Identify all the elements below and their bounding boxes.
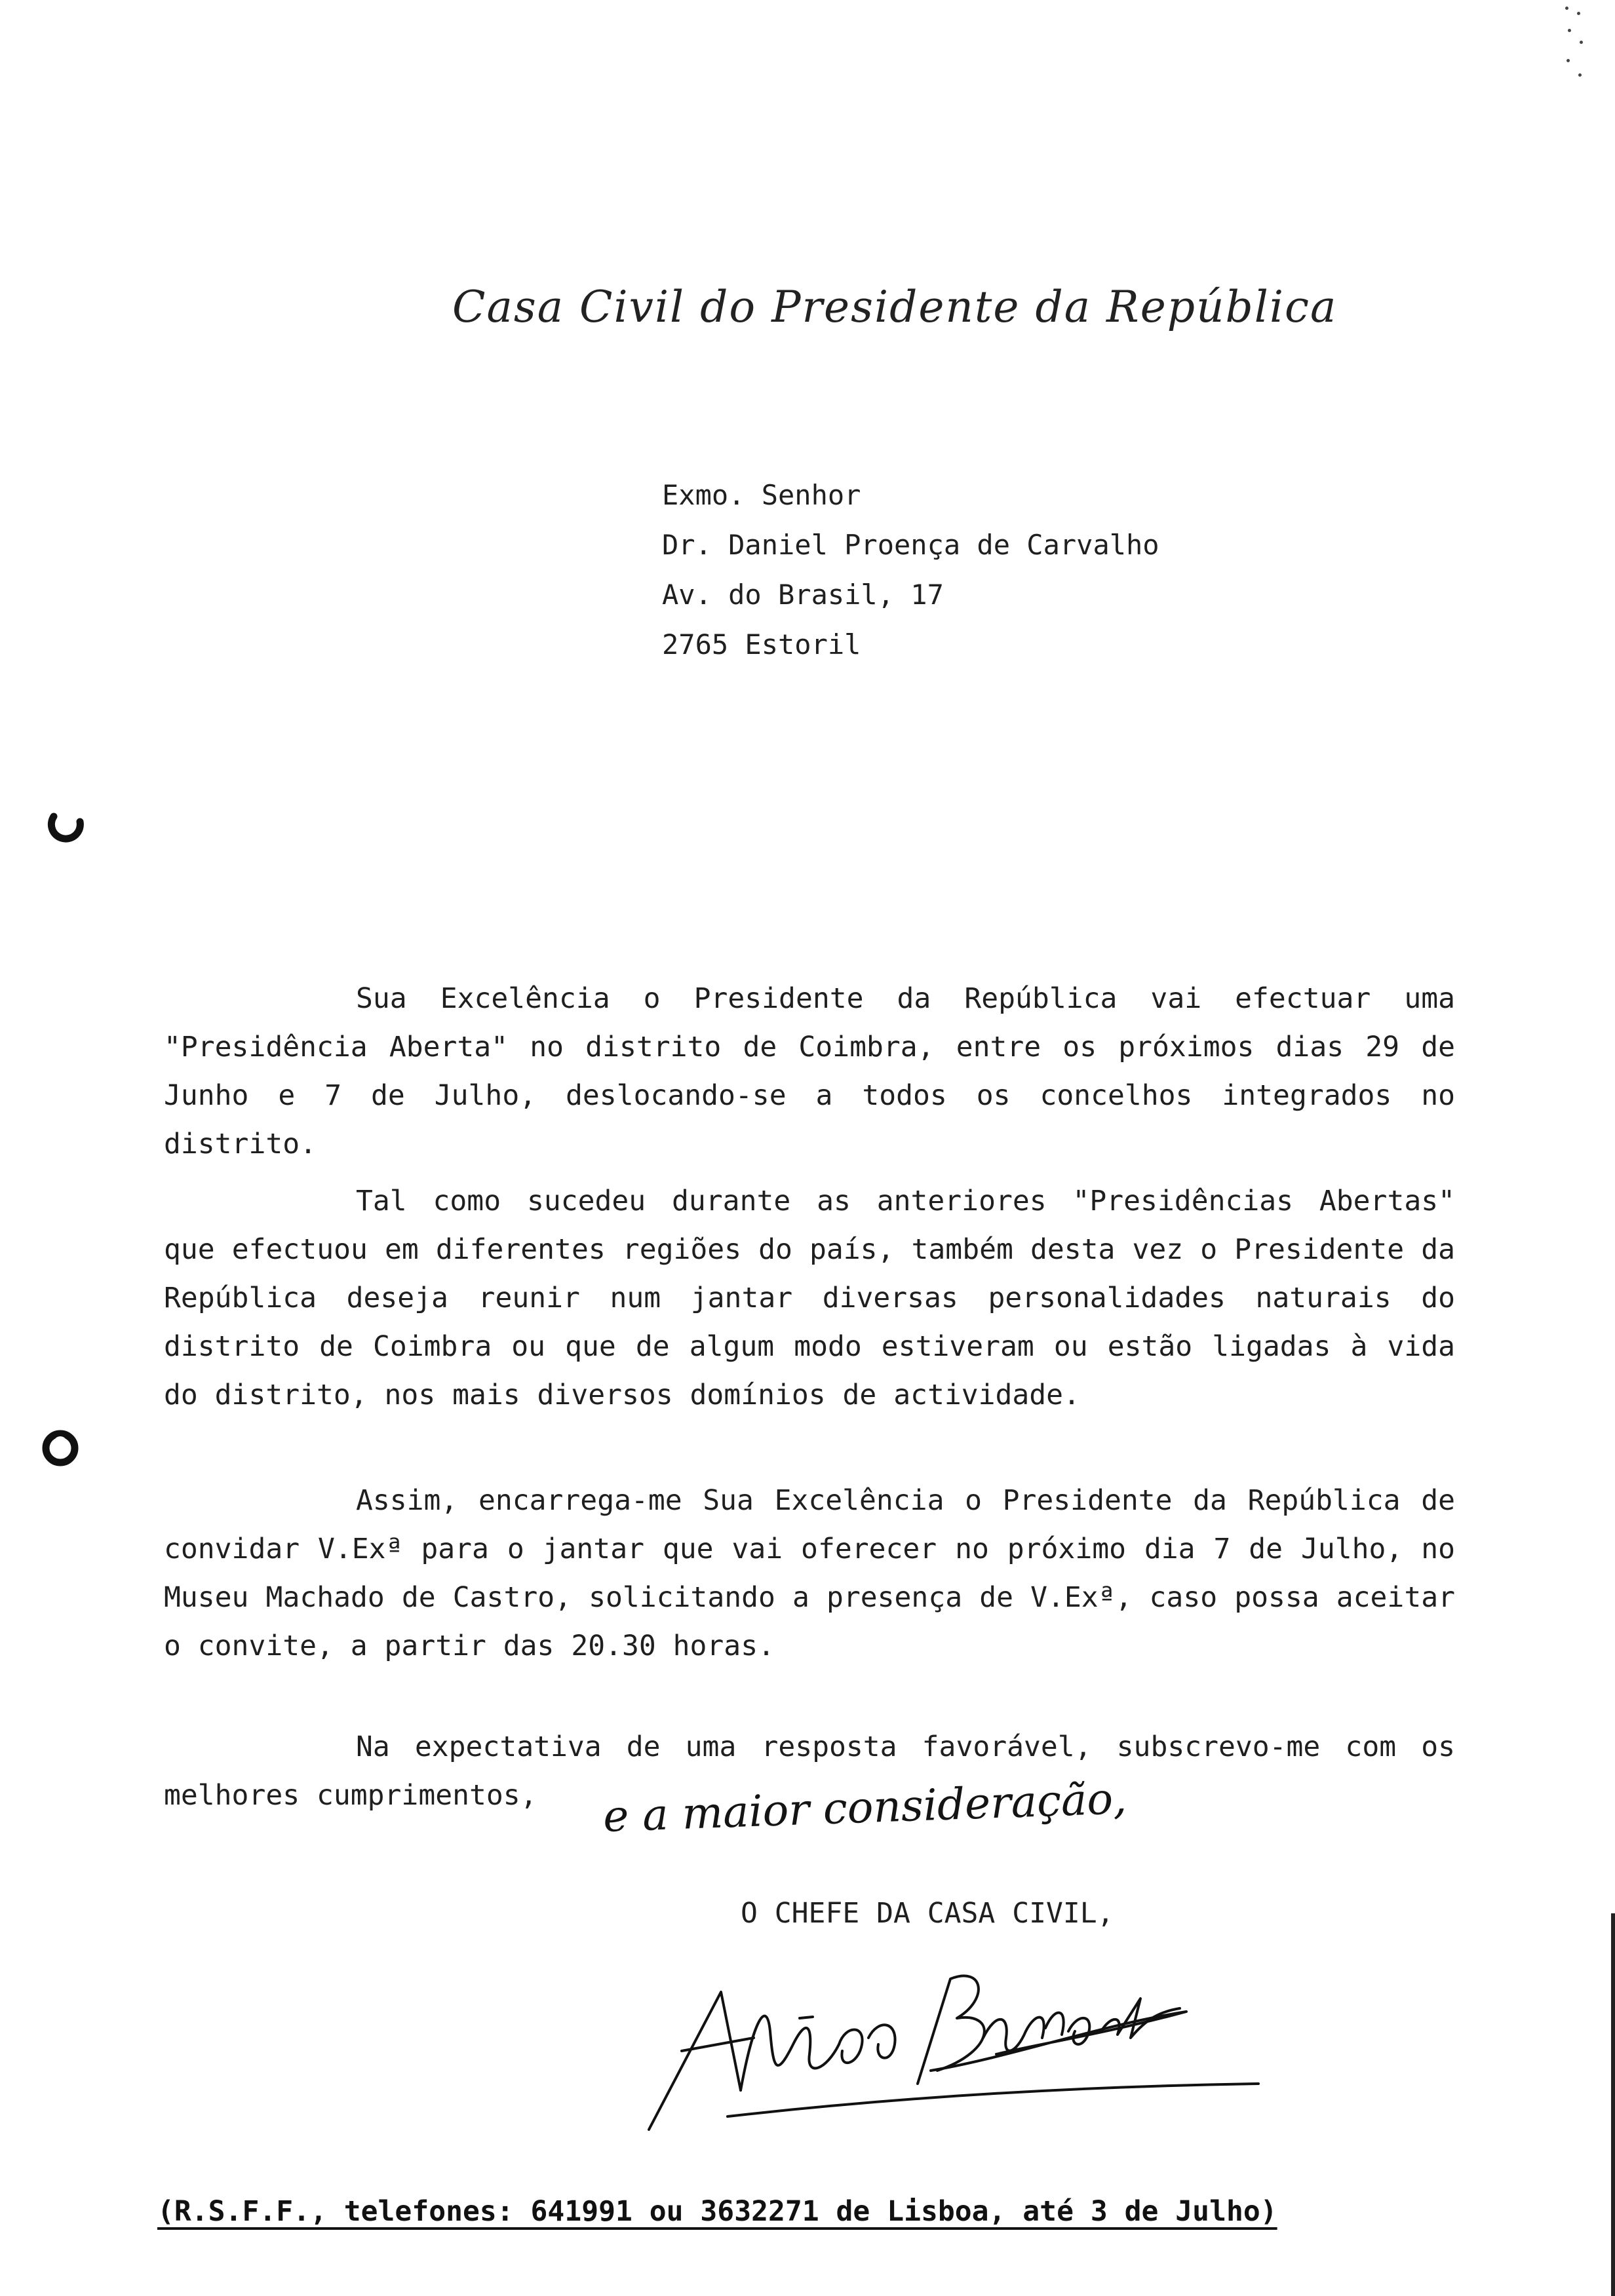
scan-edge-line: [1611, 1913, 1615, 2296]
handwritten-signature: [642, 1940, 1272, 2136]
punch-hole-icon: [46, 807, 85, 847]
footer-note: (R.S.F.F., telefones: 641991 ou 3632271 de Lisboa, até 3 de Julho): [157, 2195, 1277, 2228]
letterhead-text: Casa Civil do Presidente da República: [452, 282, 1338, 332]
address-line: Av. do Brasil, 17: [662, 579, 944, 611]
body-paragraph-1: Sua Excelência o Presidente da República vai efectuar uma "Presidência Aberta" no distrito de Coimbra, entre os próximos dias 29 de Junho e 7 de Julho, deslocando-se a todos os concelhos integrados no distrito.: [164, 982, 1455, 1160]
handwritten-closing: e a maior consideração,: [602, 1773, 1128, 1842]
address-line: Exmo. Senhor: [662, 479, 861, 511]
body-paragraph-3: Assim, encarrega-me Sua Excelência o Presidente da República de convidar V.Exª para o jantar que vai oferecer no próximo dia 7 de Julho, no Museu Machado de Castro, solicitando a presença de V.Exª, caso possa aceitar o convite, a partir das 20.30 horas.: [164, 1484, 1455, 1662]
address-line: Dr. Daniel Proença de Carvalho: [662, 529, 1159, 561]
scan-specks: [1563, 0, 1589, 85]
letterhead: [452, 282, 1338, 332]
body-paragraph-2: Tal como sucedeu durante as anteriores "Presidências Abertas" que efectuou em diferentes regiões do país, também desta vez o Presidente da República deseja reunir num jantar diversas personalidades naturais do distrito de Coimbra ou que de algum modo estiveram ou estão ligadas à vida do distrito, nos mais diversos domínios de actividade.: [164, 1185, 1455, 1411]
body-paragraph-4: Na expectativa de uma resposta favorável, subscrevo-me com os melhores cumprimentos,: [164, 1731, 1455, 1812]
address-line: 2765 Estoril: [662, 628, 861, 660]
signatory-title: O CHEFE DA CASA CIVIL,: [741, 1897, 1114, 1930]
recipient-address: [662, 470, 1159, 670]
punch-hole-icon: [41, 1428, 80, 1468]
